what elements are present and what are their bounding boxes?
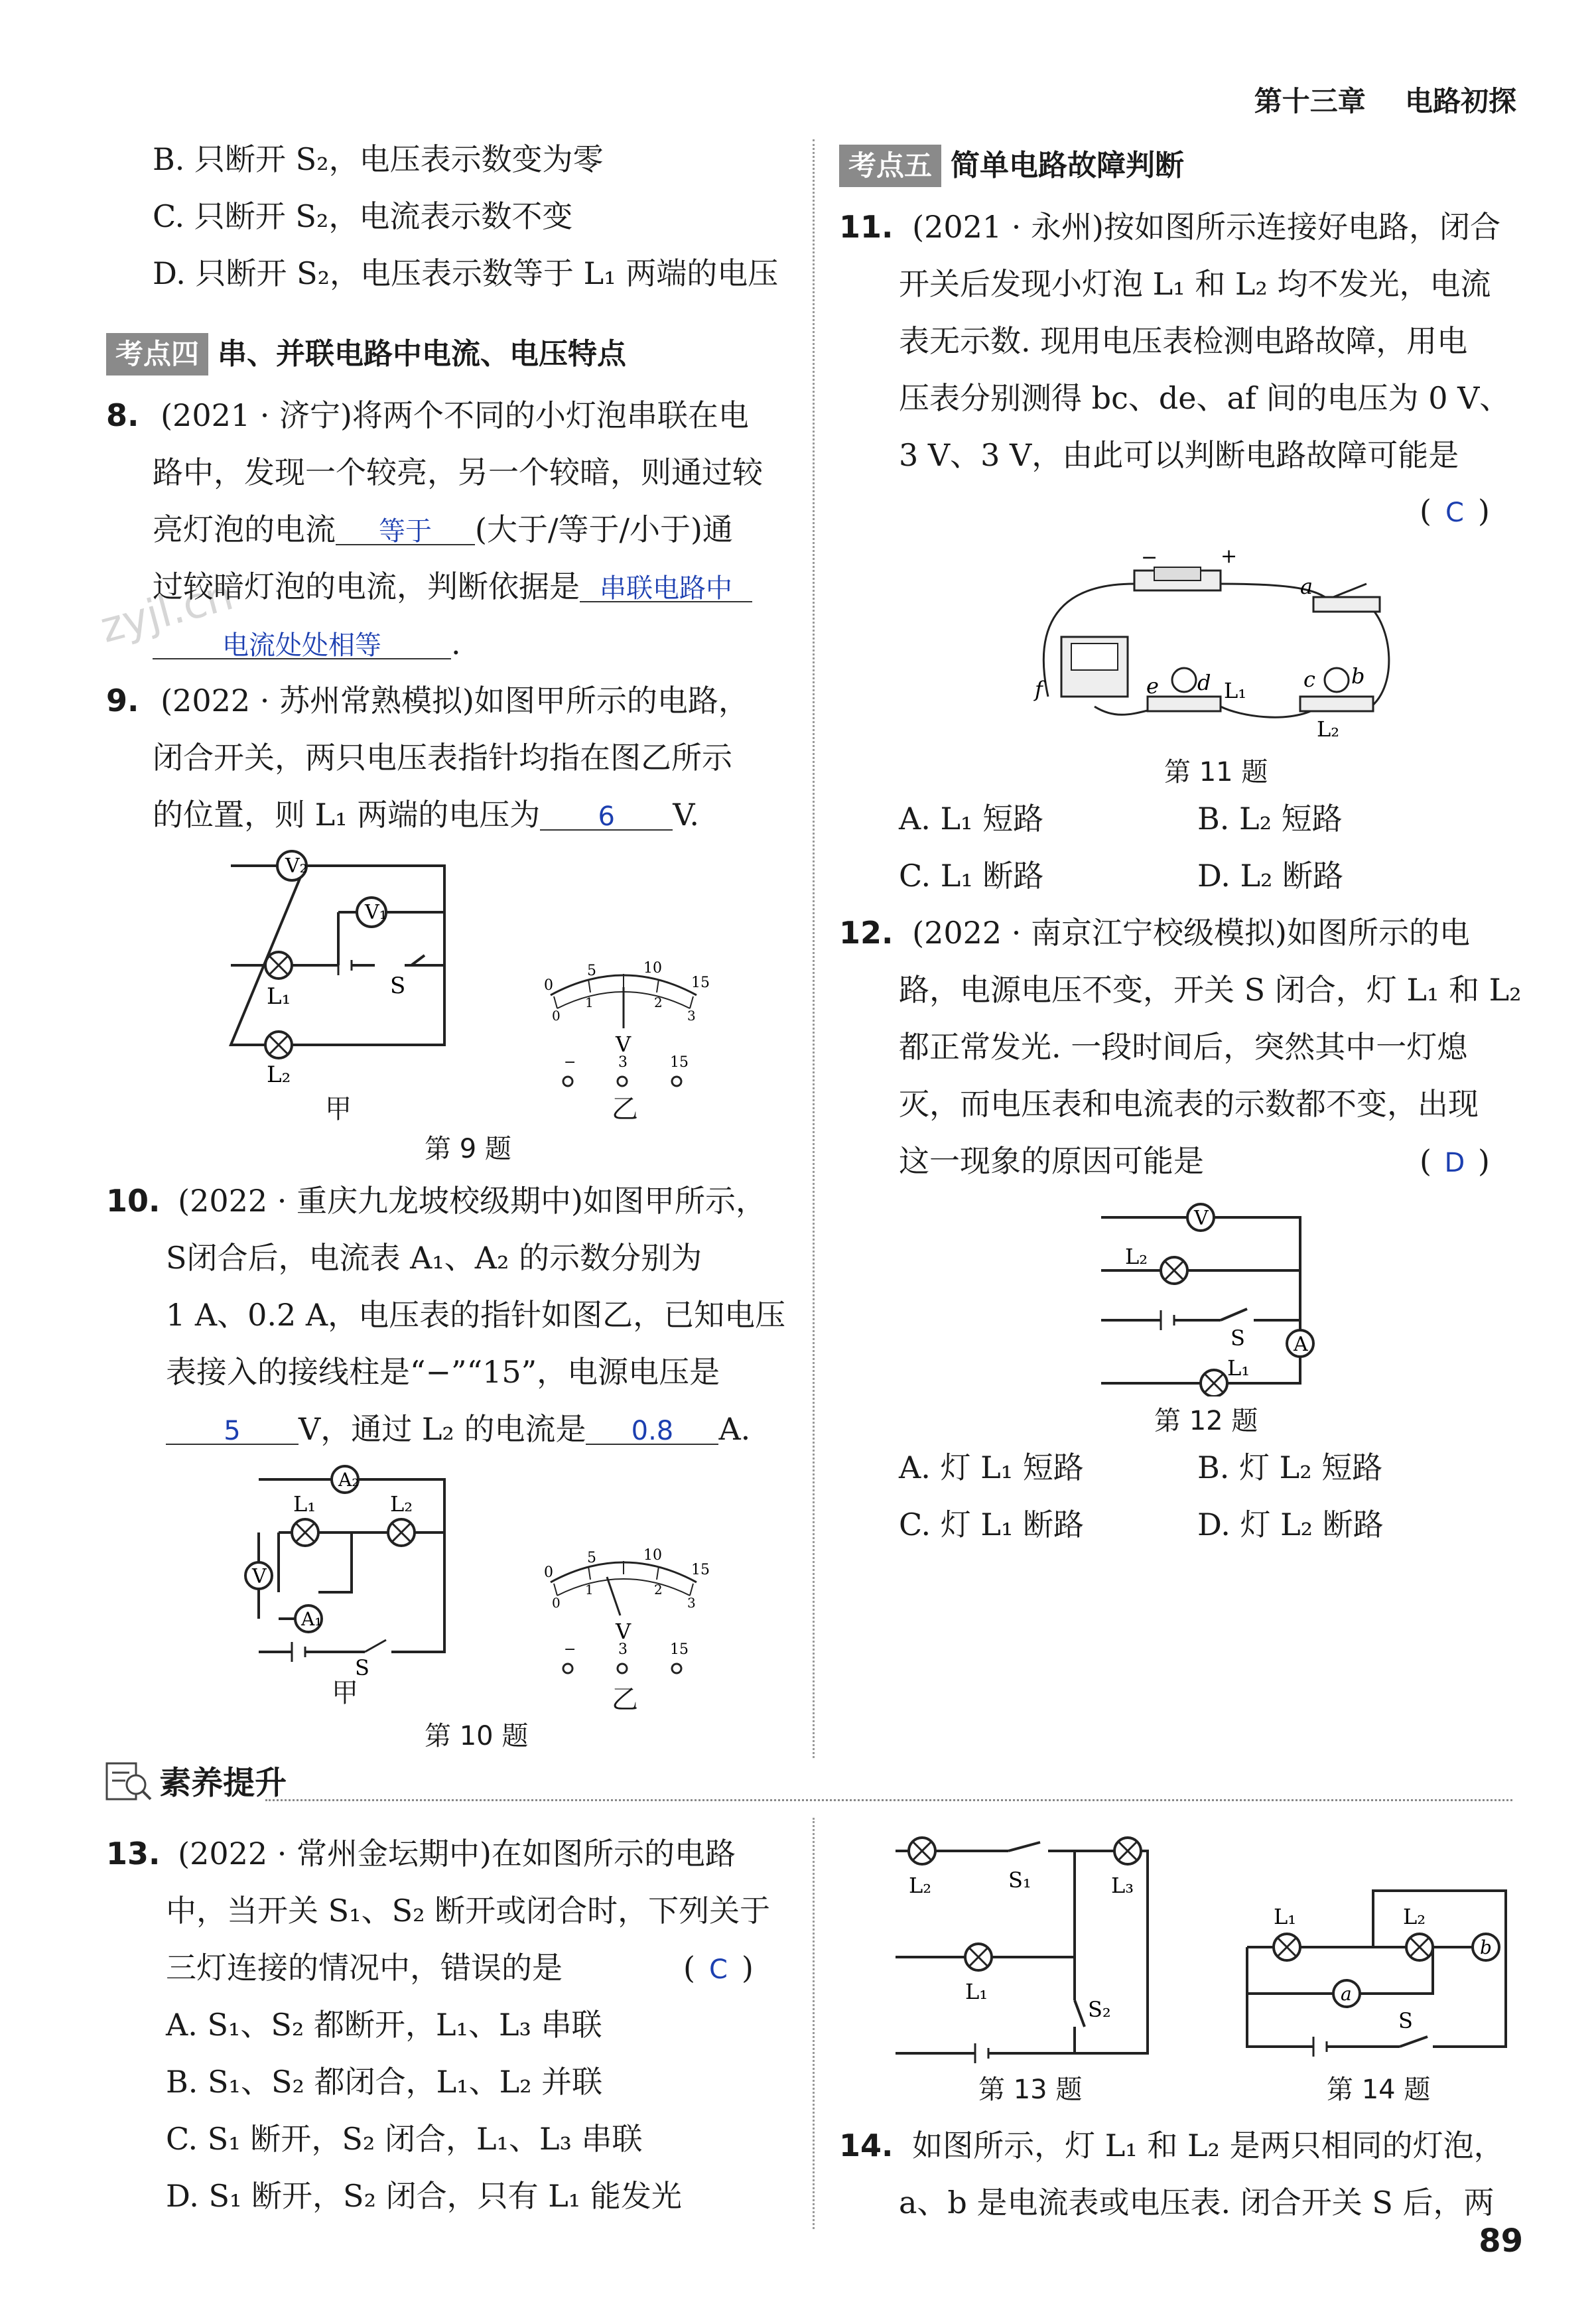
q13-caption: 第 13 题 [978, 2075, 1083, 2105]
q8-text3a: 亮灯泡的电流 [153, 511, 336, 547]
q9-line2: 闭合开关，两只电压表指针均指在图乙所示 [153, 740, 732, 776]
page-header [1254, 80, 1516, 119]
q10-terminal-minus: − [564, 1641, 576, 1658]
q12-line2: 路，电源电压不变，开关 S 闭合，灯 L₁ 和 L₂ [899, 972, 1522, 1008]
q11-d-label: d [1197, 670, 1211, 695]
q11-option-c: C. L₁ 断路 [899, 858, 1044, 894]
q9-number: 9. [106, 683, 139, 718]
section4-heading [106, 333, 626, 375]
q11-b-label: b [1351, 663, 1365, 689]
q13-circuit-diagram [882, 1828, 1161, 2073]
q10-meter-tick-15: 15 [691, 1562, 710, 1578]
q11-option-a: A. L₁ 短路 [899, 801, 1044, 837]
q8-line2: 路中，发现一个较亮，另一个较暗，则通过较 [153, 454, 763, 490]
q10-line2: S闭合后，电流表 A₁、A₂ 的示数分别为 [166, 1240, 702, 1276]
q13-paren-close: ) [741, 1950, 754, 1986]
q9-fig-b: 乙 [612, 1094, 638, 1124]
q10-meter-btick-0: 0 [552, 1595, 561, 1611]
q10-meter-tick-10: 10 [643, 1547, 662, 1564]
q10-l2-label: L₂ [390, 1491, 413, 1517]
q10-line4: 表接入的接线柱是“−”“15”，电源电压是 [166, 1354, 720, 1390]
q14-caption: 第 14 题 [1327, 2075, 1431, 2105]
q10-caption: 第 10 题 [425, 1721, 529, 1751]
q9-terminal-15: 15 [670, 1054, 689, 1071]
q13-answer: C [708, 1954, 728, 1985]
q9-v1-label: V₁ [365, 901, 387, 924]
q13-l1-label: L₁ [965, 1979, 988, 2004]
q11-answer-box [1420, 491, 1490, 533]
q11-caption: 第 11 题 [1164, 757, 1268, 787]
q10-text5a: V，通过 L₂ 的电流是 [299, 1411, 586, 1447]
q10-line5 [166, 1409, 750, 1449]
q14-text1: 如图所示，灯 L₁ 和 L₂ 是两只相同的灯泡， [912, 2128, 1504, 2163]
q14-circuit-diagram [1234, 1874, 1512, 2067]
q9-terminal-minus: − [564, 1054, 576, 1071]
q7-option-d: D. 只断开 S₂，电压表示数等于 L₁ 两端的电压 [153, 255, 779, 291]
q7-option-b: B. 只断开 S₂，电压表示数变为零 [153, 141, 604, 177]
q9-s-label: S [390, 973, 406, 999]
q9-meter-btick-0: 0 [552, 1008, 561, 1024]
q12-line1 [839, 913, 1470, 953]
q9-line3 [153, 795, 699, 835]
section5-heading [839, 145, 1184, 187]
q8-number: 8. [106, 397, 139, 433]
q14-number: 14. [839, 2128, 894, 2163]
q11-minus-label: − [1141, 546, 1158, 569]
q11-paren-close: ) [1477, 493, 1490, 529]
q12-option-d: D. 灯 L₂ 断路 [1197, 1507, 1384, 1542]
q12-circuit-diagram [1088, 1197, 1327, 1396]
section4-tag: 考点四 [106, 333, 208, 375]
q11-line2: 开关后发现小灯泡 L₁ 和 L₂ 均不发光，电流 [899, 266, 1491, 302]
q11-line1 [839, 207, 1500, 247]
q11-number: 11. [839, 209, 894, 245]
q11-line5: 3 V、3 V，由此可以判断电路故障可能是 [899, 437, 1459, 473]
q9-text3b: V. [673, 797, 700, 833]
q14-line2: a、b 是电流表或电压表. 闭合开关 S 后，两 [899, 2185, 1495, 2220]
q12-line5 [899, 1141, 1204, 1181]
q11-circuit-diagram [1022, 544, 1406, 750]
q11-option-b: B. L₂ 短路 [1197, 801, 1343, 837]
q13-s1-label: S₁ [1008, 1868, 1031, 1893]
q13-option-c: C. S₁ 断开，S₂ 闭合，L₁、L₃ 串联 [166, 2121, 643, 2157]
q9-meter [537, 949, 710, 1101]
q7-option-c: C. 只断开 S₂，电流表示数不变 [153, 198, 573, 234]
q9-circuit-diagram [212, 846, 464, 1098]
q12-option-b: B. 灯 L₂ 短路 [1197, 1450, 1383, 1485]
q9-text3a: 的位置，则 L₁ 两端的电压为 [153, 797, 541, 833]
q10-circuit-diagram [239, 1460, 458, 1678]
q10-meter-tick-0: 0 [544, 1564, 553, 1581]
chapter-label: 第十三章 [1254, 85, 1366, 117]
q11-options-row1 [899, 799, 1496, 839]
q13-l2-label: L₂ [909, 1873, 932, 1898]
q12-line3: 都正常发光. 一段时间后，突然其中一灯熄 [899, 1029, 1468, 1065]
q12-a-label: A [1294, 1333, 1308, 1356]
q14-a-label: a [1341, 1983, 1352, 2005]
q8-end: . [451, 626, 461, 661]
q12-paren-open: ( [1420, 1143, 1431, 1179]
q11-l1-label: L₁ [1224, 678, 1247, 703]
q10-meter [537, 1536, 710, 1688]
q12-line4: 灭，而电压表和电流表的示数都不变，出现 [899, 1086, 1479, 1122]
q10-meter-unit: V [616, 1619, 632, 1644]
q12-l2-label: L₂ [1125, 1244, 1148, 1269]
q10-meter-btick-2: 2 [654, 1582, 663, 1598]
q14-l1-label: L₁ [1274, 1904, 1297, 1929]
q13-text3: 三灯连接的情况中，错误的是 [166, 1950, 563, 1986]
q14-l2-label: L₂ [1403, 1904, 1426, 1929]
q10-fig-b: 乙 [612, 1684, 638, 1715]
q10-a2-label: A₂ [338, 1469, 360, 1491]
section4-title: 串、并联电路中电流、电压特点 [218, 337, 627, 371]
q9-answer: 6 [598, 801, 615, 832]
q10-meter-btick-1: 1 [585, 1582, 594, 1598]
q9-line1 [106, 681, 749, 720]
column-divider-bottom [813, 1818, 815, 2229]
column-divider [813, 139, 815, 1758]
q9-meter-unit: V [616, 1032, 632, 1057]
q11-answer: C [1445, 498, 1464, 528]
q11-options-row2 [899, 856, 1496, 896]
q12-text1: (2022 · 南京江宁校级模拟)如图所示的电 [912, 915, 1470, 951]
q8-line5 [153, 624, 461, 663]
q11-c-label: c [1303, 667, 1315, 692]
section6-title: 素养提升 [159, 1764, 287, 1802]
q12-caption: 第 12 题 [1154, 1406, 1258, 1436]
q8-line3 [153, 510, 733, 549]
q12-option-a: A. 灯 L₁ 短路 [899, 1450, 1084, 1485]
q14-s-label: S [1398, 2008, 1413, 2033]
q8-answer1: 等于 [379, 516, 432, 547]
q8-text3b: (大于/等于/小于)通 [475, 511, 733, 547]
q8-text4a: 过较暗灯泡的电流，判断依据是 [153, 569, 580, 604]
q9-meter-btick-2: 2 [654, 994, 663, 1010]
q13-line3 [166, 1948, 563, 1988]
q10-line1 [106, 1181, 766, 1221]
q12-v-label: V [1194, 1207, 1209, 1230]
q11-f-label: f [1035, 677, 1043, 702]
q9-terminal-3: 3 [618, 1054, 628, 1071]
q10-meter-tick-5: 5 [587, 1550, 596, 1566]
section6-heading [103, 1757, 287, 1803]
q13-option-a: A. S₁、S₂ 都断开，L₁、L₃ 串联 [166, 2007, 602, 2043]
chapter-title: 电路初探 [1404, 85, 1516, 117]
q8-line4 [153, 567, 752, 606]
q13-answer-box [683, 1948, 754, 1990]
magnifier-book-icon [103, 1757, 156, 1803]
q10-answer1: 5 [224, 1416, 241, 1446]
q12-answer-box [1420, 1141, 1490, 1183]
q8-text1: (2021 · 济宁)将两个不同的小灯泡串联在电 [161, 397, 749, 433]
q12-l1-label: L₁ [1227, 1355, 1250, 1381]
page-number: 89 [1479, 2222, 1523, 2260]
q12-text5: 这一现象的原因可能是 [899, 1143, 1204, 1179]
q10-line3: 1 A、0.2 A，电压表的指针如图乙，已知电压 [166, 1297, 786, 1333]
q12-option-c: C. 灯 L₁ 断路 [899, 1507, 1085, 1542]
section5-title: 简单电路故障判断 [951, 149, 1185, 182]
q8-answer2b: 电流处处相等 [222, 630, 381, 661]
q10-text1: (2022 · 重庆九龙坡校级期中)如图甲所示， [178, 1183, 766, 1219]
q9-meter-tick-5: 5 [587, 963, 596, 979]
q11-option-d: D. L₂ 断路 [1197, 858, 1344, 894]
q9-text1: (2022 · 苏州常熟模拟)如图甲所示的电路， [161, 683, 749, 718]
q12-options-row2 [899, 1505, 1496, 1544]
q9-fig-a: 甲 [325, 1094, 352, 1124]
q9-meter-btick-3: 3 [687, 1008, 696, 1024]
q11-plus-label: + [1221, 545, 1238, 568]
q10-s-label: S [355, 1655, 369, 1678]
q9-l2-label: L₂ [267, 1061, 291, 1088]
q12-answer: D [1444, 1148, 1465, 1178]
q13-l3-label: L₃ [1111, 1873, 1134, 1898]
q13-s2-label: S₂ [1088, 1997, 1111, 2022]
q12-options-row1 [899, 1448, 1496, 1487]
q9-meter-tick-10: 10 [643, 960, 662, 977]
q9-meter-tick-0: 0 [544, 977, 553, 994]
q10-l1-label: L₁ [293, 1491, 316, 1517]
q11-text1: (2021 · 永州)按如图所示连接好电路，闭合 [912, 209, 1500, 245]
q12-number: 12. [839, 915, 894, 951]
q9-v2-label: V₂ [285, 854, 308, 878]
q14-line1 [839, 2126, 1504, 2165]
watermark: zyjl.cn [95, 570, 239, 653]
q13-number: 13. [106, 1836, 161, 1872]
q14-b-label: b [1480, 1937, 1492, 1958]
q13-option-b: B. S₁、S₂ 都闭合，L₁、L₂ 并联 [166, 2064, 603, 2100]
q10-terminal-3: 3 [618, 1641, 628, 1658]
q11-a-label: a [1300, 574, 1313, 599]
q10-text5b: A. [718, 1411, 751, 1447]
q13-line1 [106, 1834, 736, 1873]
q12-paren-close: ) [1477, 1143, 1490, 1179]
q9-caption: 第 9 题 [425, 1134, 511, 1164]
q12-s-label: S [1230, 1326, 1245, 1351]
q11-l2-label: L₂ [1317, 716, 1340, 742]
q8-line1 [106, 395, 749, 435]
q10-v-label: V [252, 1565, 267, 1588]
q11-e-label: e [1146, 673, 1159, 699]
q10-meter-btick-3: 3 [687, 1595, 696, 1611]
q13-paren-open: ( [683, 1950, 695, 1986]
section5-tag: 考点五 [839, 145, 941, 187]
q13-line2: 中，当开关 S₁、S₂ 断开或闭合时，下列关于 [166, 1893, 771, 1929]
q8-answer2a: 串联电路中 [600, 573, 732, 604]
q10-terminal-15: 15 [670, 1641, 689, 1658]
q11-line3: 表无示数. 现用电压表检测电路故障，用电 [899, 323, 1468, 359]
q11-paren-open: ( [1420, 493, 1431, 529]
q10-number: 10. [106, 1183, 161, 1219]
q10-a1-label: A₁ [301, 1608, 322, 1630]
q13-text1: (2022 · 常州金坛期中)在如图所示的电路 [178, 1836, 736, 1872]
section6-rule [265, 1799, 1512, 1801]
q9-meter-btick-1: 1 [585, 994, 594, 1010]
q9-meter-tick-15: 15 [691, 975, 710, 991]
q11-line4: 压表分别测得 bc、de、af 间的电压为 0 V、 [899, 380, 1510, 416]
q13-option-d: D. S₁ 断开，S₂ 闭合，只有 L₁ 能发光 [166, 2178, 682, 2214]
q10-fig-a: 甲 [332, 1678, 358, 1708]
q10-answer2: 0.8 [631, 1416, 674, 1446]
q9-l1-label: L₁ [267, 983, 291, 1010]
